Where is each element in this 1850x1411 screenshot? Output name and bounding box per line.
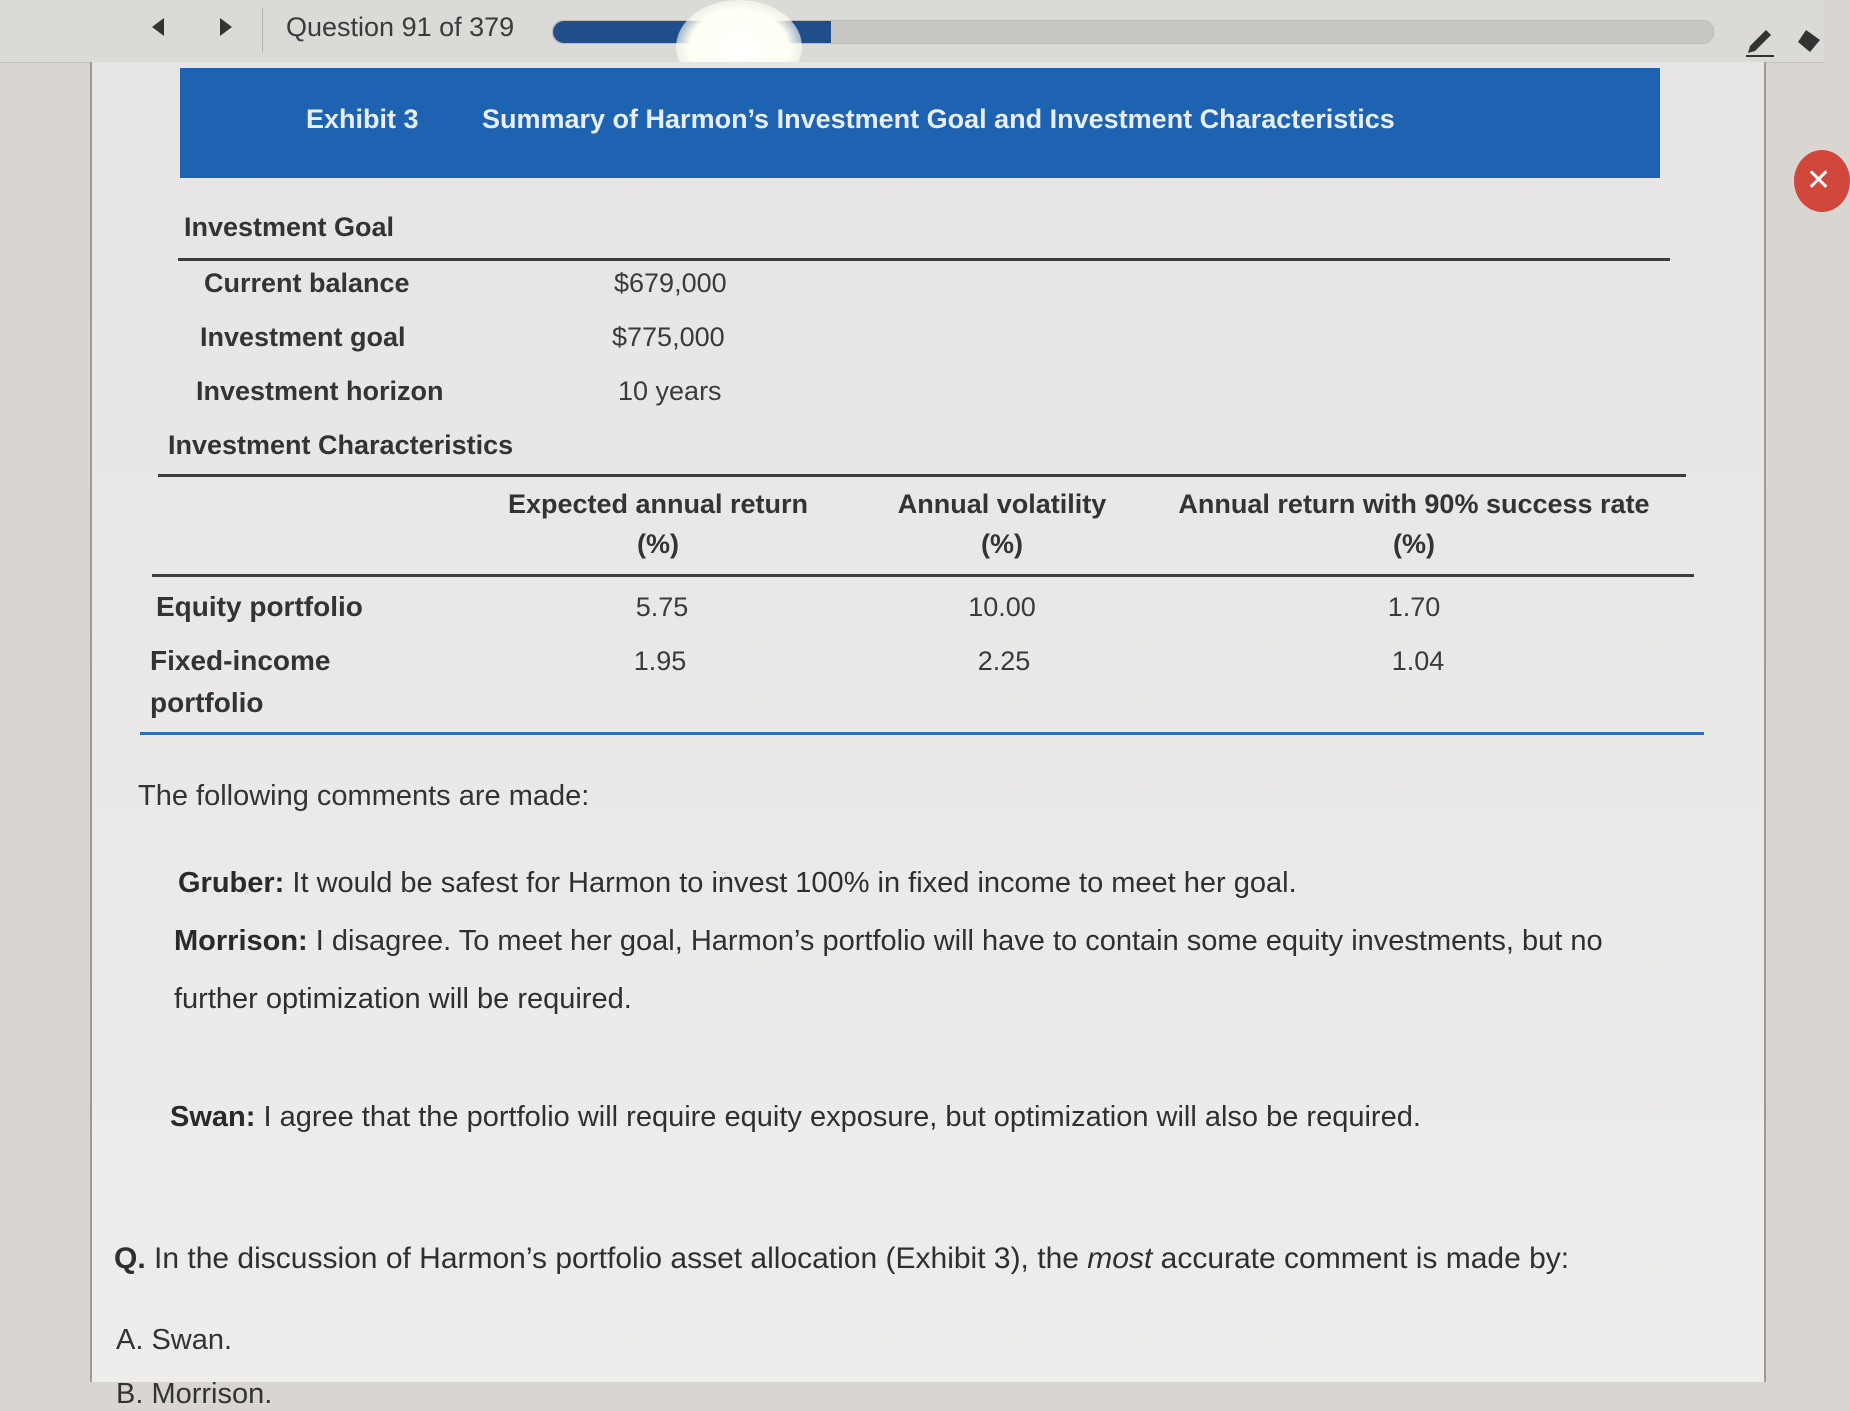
comment-morrison (174, 912, 1694, 1028)
column-header-unit: (%) (1393, 529, 1435, 559)
cell-equity-expected-return: 5.75 (635, 592, 689, 622)
close-icon: ✕ (1806, 164, 1832, 197)
question-card (90, 62, 1766, 1410)
eraser-tool-button[interactable] (1796, 26, 1824, 54)
toolbar-divider (262, 8, 263, 52)
column-header-annual-volatility (872, 484, 1132, 564)
comments-intro: The following comments are made: (138, 780, 590, 812)
eraser-icon (1796, 26, 1824, 54)
exhibit-title: Summary of Harmon’s Investment Goal and Investment Characteristics (482, 104, 1395, 134)
row-label-equity: Equity portfolio (156, 591, 363, 622)
triangle-left-icon (146, 14, 172, 40)
question-emphasis: most (1087, 1242, 1153, 1275)
answer-option-b[interactable]: B. Morrison. (116, 1378, 273, 1410)
exhibit-number: Exhibit 3 (306, 104, 419, 134)
goal-heading-rule (178, 258, 1670, 261)
goal-label-investment-goal: Investment goal (200, 322, 406, 352)
comment-speaker: Gruber: (178, 867, 285, 899)
column-header-unit: (%) (637, 529, 679, 559)
table-bottom-rule (140, 732, 1704, 735)
goal-value-current-balance: $679,000 (614, 268, 727, 298)
goal-label-current-balance: Current balance (204, 268, 410, 298)
cell-equity-90-success: 1.70 (1387, 592, 1441, 622)
cell-fixed-income-expected-return: 1.95 (633, 646, 687, 676)
comment-swan (170, 1088, 1690, 1146)
question-prefix: Q. (114, 1242, 146, 1275)
question-text-after: accurate comment is made by: (1160, 1242, 1570, 1275)
investment-goal-heading: Investment Goal (184, 212, 395, 242)
top-toolbar (0, 0, 1824, 63)
pencil-icon (1742, 22, 1778, 58)
triangle-right-icon (212, 14, 238, 40)
investment-characteristics-heading: Investment Characteristics (168, 430, 514, 460)
column-header-unit: (%) (981, 529, 1023, 559)
question-stem (114, 1242, 1569, 1276)
question-text-before: In the discussion of Harmon’s portfolio asset allocation (Exhibit 3), the (154, 1242, 1079, 1275)
characteristics-heading-rule (158, 474, 1686, 477)
column-header-line: Annual return with 90% success rate (1178, 489, 1650, 519)
column-header-line: Annual volatility (897, 489, 1107, 519)
comment-gruber (178, 854, 1698, 912)
comment-speaker: Swan: (170, 1101, 256, 1133)
next-question-button[interactable] (212, 14, 238, 40)
table-header-rule (152, 574, 1694, 577)
column-header-return-90-success (1154, 484, 1674, 564)
goal-value-investment-horizon: 10 years (618, 376, 722, 406)
cell-fixed-income-90-success: 1.04 (1391, 646, 1445, 676)
question-counter: Question 91 of 379 (286, 12, 515, 42)
goal-label-investment-horizon: Investment horizon (196, 376, 444, 406)
close-panel-button[interactable] (1794, 150, 1850, 212)
exhibit-header (180, 68, 1660, 178)
cell-fixed-income-volatility: 2.25 (977, 646, 1031, 676)
goal-value-investment-goal: $775,000 (612, 322, 725, 352)
annotate-tool-button[interactable] (1742, 22, 1778, 58)
previous-question-button[interactable] (146, 14, 172, 40)
cell-equity-volatility: 10.00 (968, 592, 1036, 622)
column-header-line: Expected annual return (507, 489, 809, 519)
row-label-fixed-income: Fixed-income portfolio (150, 645, 331, 718)
answer-option-a[interactable]: A. Swan. (116, 1324, 233, 1356)
comment-text: It would be safest for Harmon to invest 100% in fixed income to meet her goal. (292, 867, 1297, 899)
comment-text: I agree that the portfolio will require equity exposure, but optimization will also be required. (263, 1101, 1421, 1133)
comment-text: I disagree. To meet her goal, Harmon’s portfolio will have to contain some equity investments, but no further optimization will be required. (174, 925, 1603, 1015)
column-header-expected-return (488, 484, 828, 564)
comment-speaker: Morrison: (174, 925, 308, 957)
